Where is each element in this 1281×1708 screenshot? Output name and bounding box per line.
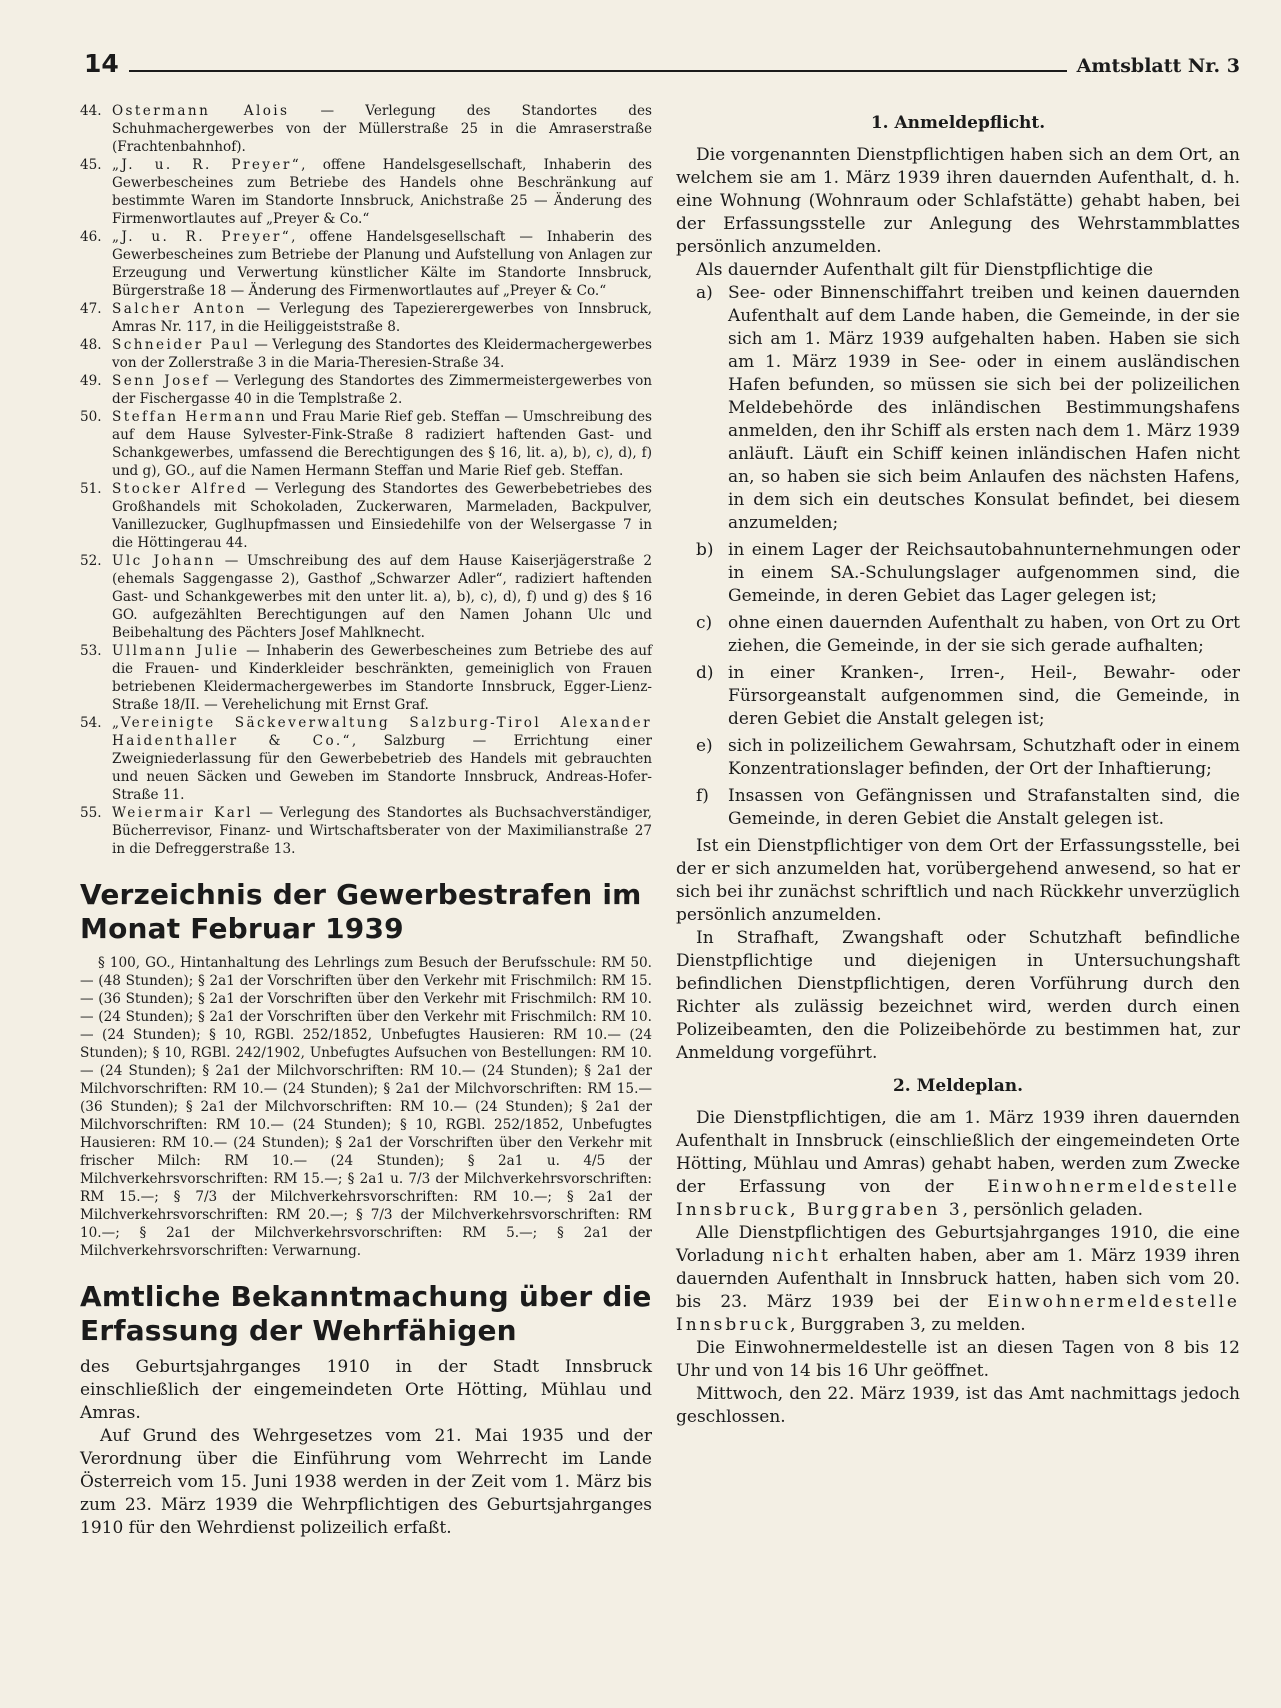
notice-intro: Auf Grund des Wehrgesetzes vom 21. Mai 1935 und der Verordnung über die Einführung vom Wehrrecht im Lande Österreich vom 15. Juni 1938 werden in der Zeit vom 1. März bis zum 23. März 1939 die Wehrpflichtigen des Geburtsjahrganges 1910 für den Wehrdienst polizeilich erfaßt. xyxy=(80,1426,652,1538)
list-item xyxy=(80,804,652,858)
item-text: Insassen von Gefängnissen und Strafanstalten sind, die Gemeinde, in deren Gebiet die Anstalt gelegen ist. xyxy=(728,786,1240,829)
entry-number: 51. xyxy=(80,481,102,497)
item-text: ohne einen dauernden Aufenthalt zu haben, von Ort zu Ort ziehen, die Gemeinde, in der sie sich gerade aufhalten; xyxy=(728,613,1240,656)
entry-number: 54. xyxy=(80,715,102,731)
list-item xyxy=(676,282,1240,535)
entry-name: „J. u. R. Preyer“ xyxy=(112,157,302,173)
paragraph xyxy=(676,1222,1240,1337)
entry-number: 50. xyxy=(80,409,102,425)
list-item xyxy=(80,714,652,804)
item-text: in einer Kranken-, Irren-, Heil-, Bewahr- oder Fürsorgeanstalt aufgenommen sind, die Gemeinde, in deren Gebiet die Anstalt gelegen ist; xyxy=(728,663,1240,729)
entry-number: 52. xyxy=(80,553,102,569)
item-letter: d) xyxy=(696,663,714,683)
list-item xyxy=(676,785,1240,831)
entry-text: und Frau Marie Rief geb. Steffan — Umschreibung des auf dem Hause Sylvester-Fink-Straße 8 radiziert haftenden Gast- und Schankgewerbes, umfassend die Berechtigungen des § 16, lit. a), b), c), d), f) und g), GO., auf die Namen Hermann Steffan und Marie Rief geb. Steffan. xyxy=(112,409,652,479)
item-letter: e) xyxy=(696,736,713,756)
entry-name: Schneider Paul xyxy=(112,337,250,353)
penalties-heading: Verzeichnis der Gewerbestrafen im Monat Februar 1939 xyxy=(80,878,642,945)
list-item xyxy=(80,642,652,714)
entry-name: Salcher Anton xyxy=(112,301,247,317)
entry-text: — Verlegung des Standortes des Zimmermeistergewerbes von der Fischergasse 40 in die Templstraße 2. xyxy=(112,373,653,407)
left-column xyxy=(80,102,652,1540)
entry-text: — Verlegung des Standortes des Gewerbebetriebes des Großhandels mit Schokoladen, Zuckerwaren, Marmeladen, Backpulver, Vanillezucker, Guglhupfmassen und Einsiedehilfe von der Welsergasse 7 in die Höttingerau 44. xyxy=(112,481,652,551)
paragraph: Die Einwohnermeldestelle ist an diesen Tagen von 8 bis 12 Uhr und von 14 bis 16 Uhr geöffnet. xyxy=(676,1338,1240,1381)
entry-text: , offene Handelsgesellschaft — Inhaberin des Gewerbescheines zum Betriebe der Planung und Aufstellung von Anlagen zur Erzeugung und Verwertung künstlicher Kälte im Standorte Innsbruck, Bürgerstraße 18 — Änderung des Firmenwortlautes auf „Preyer & Co.“ xyxy=(112,229,653,299)
paragraph xyxy=(676,1107,1240,1222)
list-item xyxy=(676,662,1240,731)
entry-name: „J. u. R. Preyer“ xyxy=(112,229,292,245)
entry-text: — Verlegung des Tapezierergewerbes von Innsbruck, Amras Nr. 117, in die Heiliggeiststraße 8. xyxy=(112,301,652,335)
entry-name: Stocker Alfred xyxy=(112,481,249,497)
item-letter: b) xyxy=(696,540,714,560)
list-item xyxy=(80,552,652,642)
list-item xyxy=(80,300,652,336)
header-rule xyxy=(129,70,1067,72)
text-run: Die Dienstpflichtigen, die am 1. März 1939 ihren dauernden Aufenthalt in Innsbruck (einschließlich der eingemeindeten Orte Hötting, Mühlau und Amras) gehabt haben, werden zum Zwecke der Erfassung von der xyxy=(676,1108,1240,1197)
entry-name: „Vereinigte Säckeverwaltung Salzburg-Tirol Alexander Haidenthaller & Co.“ xyxy=(112,715,652,749)
notice-heading: Amtliche Bekanntmachung über die Erfassung der Wehrfähigen xyxy=(80,1280,652,1347)
entry-text: — Verlegung des Standortes des Schuhmachergewerbes von der Müllerstraße 25 in die Amraserstraße (Frachtenbahnhof). xyxy=(112,103,652,155)
text-run: , Burggraben 3, zu melden. xyxy=(790,1315,1026,1335)
office-name: Einwohnermeldestelle Innsbruck, Burggraben 3 xyxy=(676,1177,1240,1220)
entry-name: Senn Josef xyxy=(112,373,210,389)
paragraph: Mittwoch, den 22. März 1939, ist das Amt nachmittags jedoch geschlossen. xyxy=(676,1384,1240,1427)
entry-number: 49. xyxy=(80,373,102,389)
paragraph: Ist ein Dienstpflichtiger von dem Ort der Erfassungsstelle, bei der er sich anzumelden hat, vorübergehend anwesend, so hat er sich bei ihr zunächst schriftlich und nach Rückkehr unverzüglich persönlich anzumelden. xyxy=(676,836,1240,925)
entry-number: 55. xyxy=(80,805,102,821)
residence-rules-list xyxy=(676,282,1240,831)
paragraph: In Strafhaft, Zwangshaft oder Schutzhaft befindliche Dienstpflichtige und diejenigen in Untersuchungshaft befindlichen Dienstpflichtigen, deren Vorführung durch den Richter als zulässig bezeichnet wird, werden durch einen Polizeibeamten, den die Polizeibehörde zu bestimmen hat, zur Anmeldung vorgeführt. xyxy=(676,928,1240,1063)
entry-text: , Salzburg — Errichtung einer Zweigniederlassung für den Gewerbebetrieb des Handels mit gebrauchten und neuen Säcken und Geweben im Standorte Innsbruck, Andreas-Hofer-Straße 11. xyxy=(112,733,652,803)
list-item xyxy=(80,336,652,372)
entry-number: 46. xyxy=(80,229,102,245)
text-run: Alle Dienstpflichtigen des Geburtsjahrganges 1910, die eine Vorladung xyxy=(676,1223,1240,1266)
journal-title: Amtsblatt Nr. 3 xyxy=(1076,55,1240,77)
office-name: Einwohnermeldestelle Innsbruck xyxy=(676,1292,1240,1335)
right-column xyxy=(676,102,1240,1429)
entry-text: — Inhaberin des Gewerbescheines zum Betriebe des auf die Frauen- und Kinderkleider beschränkten, gemeiniglich von Frauen betriebenen Kleidermachergewerbes im Standorte Innsbruck, Egger-Lienz-Straße 18/II. — Verehelichung mit Ernst Graf. xyxy=(112,643,652,713)
entry-number: 48. xyxy=(80,337,102,353)
entry-text: , offene Handelsgesellschaft, Inhaberin des Gewerbescheines zum Betriebe des Handels ohne Beschränkung auf bestimmte Waren im Standorte Innsbruck, Anichstraße 25 — Änderung des Firmenwortlautes auf „Preyer & Co.“ xyxy=(112,157,653,227)
entry-name: Weiermair Karl xyxy=(112,805,253,821)
paragraph: Die vorgenannten Dienstpflichtigen haben sich an dem Ort, an welchem sie am 1. März 1939 ihren dauernden Aufenthalt, d. h. eine Wohnung (Wohnraum oder Schlafstätte) gehabt haben, bei der Erfassungsstelle zur Anlegung des Wehrstammblattes persönlich anzumelden. xyxy=(676,145,1240,257)
entry-number: 53. xyxy=(80,643,102,659)
penalties-text: § 100, GO., Hintanhaltung des Lehrlings zum Besuch der Berufsschule: RM 50.— (48 Stunden); § 2a1 der Vorschriften über den Verkehr mit Frischmilch: RM 15.— (36 Stunden); § 2a1 der Vorschriften über den Verkehr mit Frischmilch: RM 10.— (24 Stunden); § 2a1 der Vorschriften über den Verkehr mit Frischmilch: RM 10.— (24 Stunden); § 10, RGBl. 252/1852, Unbefugtes Hausieren: RM 10.— (24 Stunden); § 10, RGBl. 242/1902, Unbefugtes Aufsuchen von Bestellungen: RM 10.— (24 Stunden); § 2a1 der Milchvorschriften: RM 10.— (24 Stunden); § 2a1 der Milchvorschriften: RM 10.— (24 Stunden); § 2a1 der Milchvorschriften: RM 15.— (36 Stunden); § 2a1 der Milchvorschriften: RM 10.— (24 Stunden); § 2a1 der Milchvorschriften: RM 10.— (24 Stunden); § 10, RGBl. 252/1852, Unbefugtes Hausieren: RM 10.— (24 Stunden); § 2a1 der Vorschriften über den Verkehr mit frischer Milch: RM 10.— (24 Stunden); § 2a1 u. 4/5 der Milchverkehrsvorschriften: RM 15.—; § 2a1 u. 7/3 der Milchverkehrsvorschriften: RM 15.—; § 7/3 der Milchverkehrsvorschriften: RM 10.—; § 2a1 der Milchverkehrsvorschriften: RM 20.—; § 7/3 der Milchverkehrsvorschriften: RM 10.—; § 2a1 der Milchverkehrsvorschriften: RM 5.—; § 2a1 der Milchverkehrsvorschriften: Verwarnung. xyxy=(80,955,652,1259)
entry-text: — Verlegung des Standortes des Kleidermachergewerbes von der Zollerstraße 3 in die Maria-Theresien-Straße 34. xyxy=(112,337,652,371)
entry-text: — Umschreibung des auf dem Hause Kaiserjägerstraße 2 (ehemals Saggengasse 2), Gasthof „Schwarzer Adler“, radiziert haftenden Gast- und Schankgewerbes mit den unter lit. a), b), c), d), f) und g) des § 16 GO. aufgezählten Berechtigungen auf den Namen Johann Ulc und Beibehaltung des Pächters Josef Mahlknecht. xyxy=(112,553,652,641)
entry-number: 45. xyxy=(80,157,102,173)
notice-subtitle: des Geburtsjahrganges 1910 in der Stadt Innsbruck einschließlich der eingemeindeten Orte Hötting, Mühlau und Amras. xyxy=(80,1357,652,1423)
item-letter: f) xyxy=(696,786,709,806)
section-heading-anmeldepflicht: 1. Anmeldepflicht. xyxy=(870,113,1046,133)
text-run: , persönlich geladen. xyxy=(962,1200,1143,1220)
list-item xyxy=(80,408,652,480)
list-item xyxy=(80,480,652,552)
paragraph: Als dauernder Aufenthalt gilt für Dienstpflichtige die xyxy=(696,260,1154,280)
entry-name: Ulc Johann xyxy=(112,553,217,569)
item-text: sich in polizeilichem Gewahrsam, Schutzhaft oder in einem Konzentrationslager befinden, der Ort der Inhaftierung; xyxy=(728,736,1240,779)
entry-number: 44. xyxy=(80,103,102,119)
trade-register-list xyxy=(80,102,652,858)
item-letter: a) xyxy=(696,283,713,303)
item-text: in einem Lager der Reichsautobahnunternehmungen oder in einem SA.-Schulungslager aufgenommen sind, die Gemeinde, in deren Gebiet das Lager gelegen ist; xyxy=(728,540,1240,606)
page-number: 14 xyxy=(84,49,119,78)
emphasis: nicht xyxy=(772,1246,831,1266)
entry-number: 47. xyxy=(80,301,102,317)
list-item xyxy=(676,612,1240,658)
list-item xyxy=(80,228,652,300)
page-header xyxy=(84,46,1240,76)
list-item xyxy=(80,156,652,228)
entry-name: Ullmann Julie xyxy=(112,643,240,659)
list-item xyxy=(80,372,652,408)
entry-text: — Verlegung des Standortes als Buchsachverständiger, Bücherrevisor, Finanz- und Wirtschaftsberater von der Maximilianstraße 27 in die Defreggerstraße 13. xyxy=(112,805,652,857)
list-item xyxy=(676,539,1240,608)
list-item xyxy=(80,102,652,156)
text-run: erhalten haben, aber am 1. März 1939 ihren dauernden Aufenthalt in Innsbruck hatten, haben sich vom 20. bis 23. März 1939 bei der xyxy=(676,1246,1241,1312)
section-heading-meldeplan: 2. Meldeplan. xyxy=(892,1076,1024,1096)
item-text: See- oder Binnenschiffahrt treiben und keinen dauernden Aufenthalt auf dem Lande haben, die Gemeinde, in der sie sich am 1. März 1939 aufgehalten haben. Haben sie sich am 1. März 1939 in See- oder in einem ausländischen Hafen befunden, so müssen sie sich bei der polizeilichen Meldebehörde des inländischen Bestimmungshafens anmelden, den ihr Schiff als ersten nach dem 1. März 1939 anläuft. Läuft ein Schiff keinen inländischen Hafen nicht an, so haben sie sich beim Anlaufen des nächsten Hafens, in dem sich ein deutsches Konsulat befindet, bei diesem anzumelden; xyxy=(728,283,1240,533)
item-letter: c) xyxy=(696,613,713,633)
list-item xyxy=(676,735,1240,781)
entry-name: Ostermann Alois xyxy=(112,103,290,119)
entry-name: Steffan Hermann xyxy=(112,409,268,425)
